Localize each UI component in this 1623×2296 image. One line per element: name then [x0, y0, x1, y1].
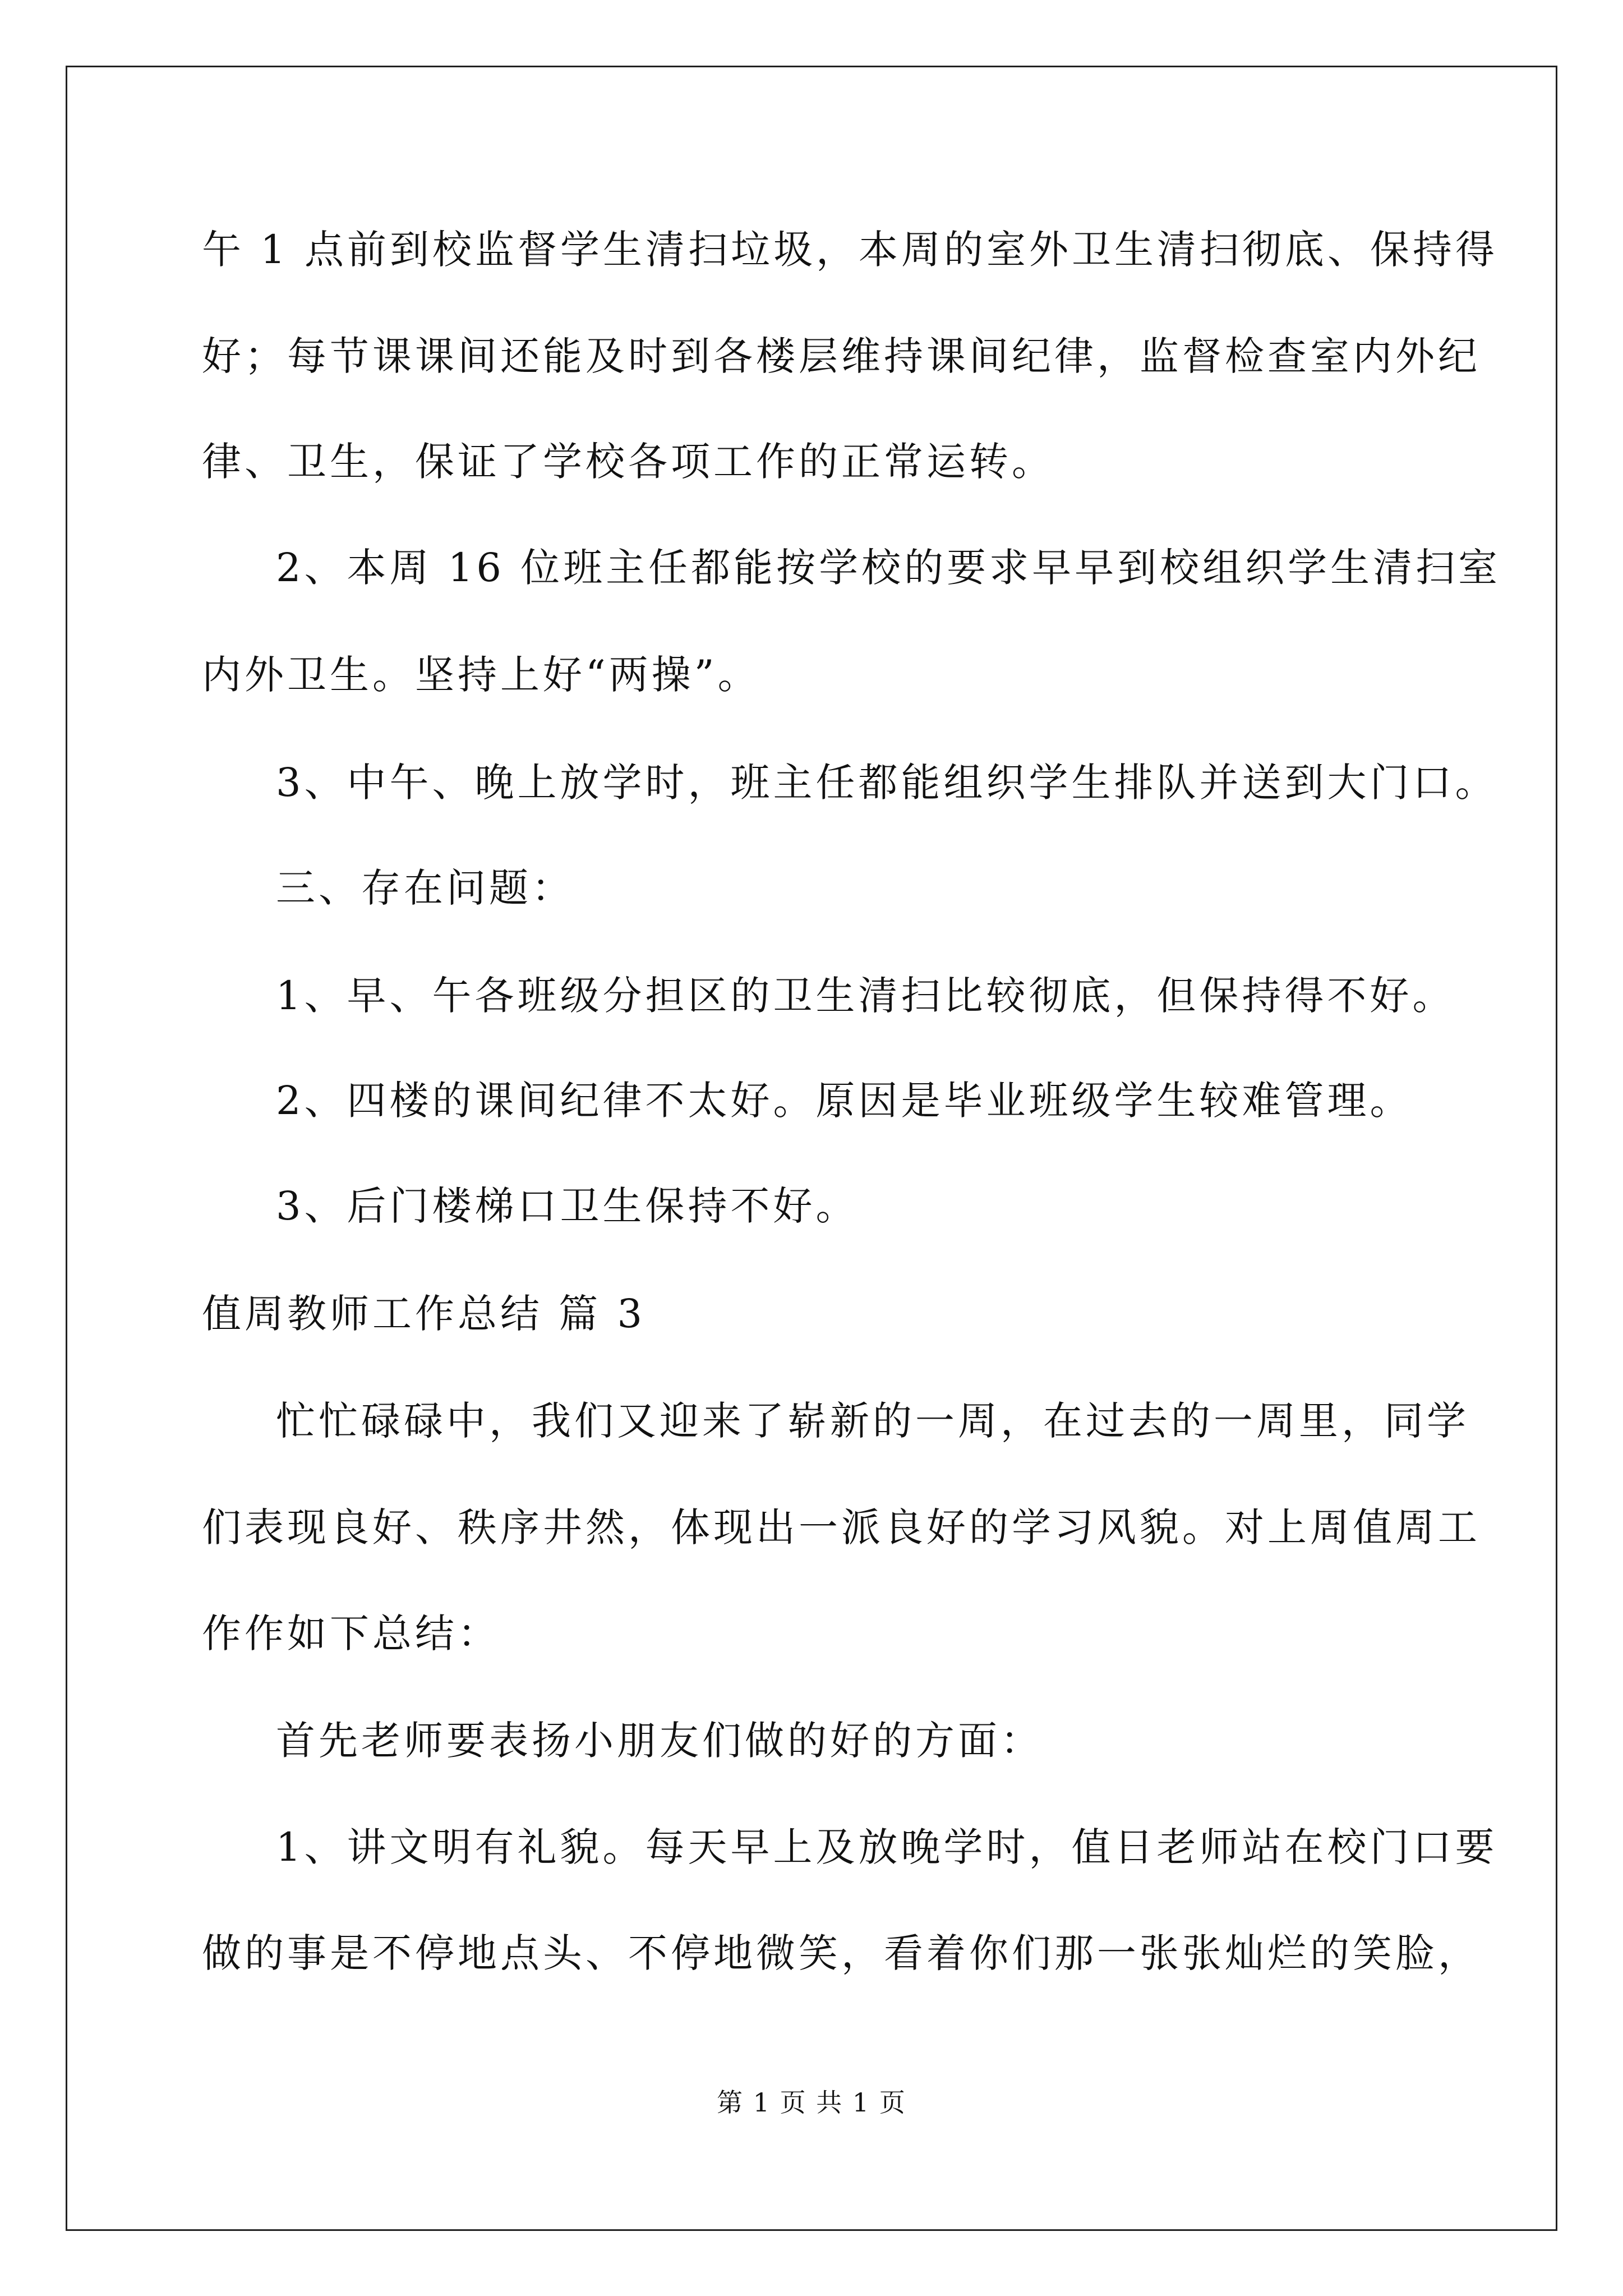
page-footer: 第 1 页 共 1 页 [717, 2087, 906, 2118]
text-line: 3、后门楼梯口卫生保持不好。 [276, 1183, 859, 1229]
text-line: 午 1 点前到校监督学生清扫垃圾，本周的室外卫生清扫彻底、保持得 [202, 227, 1498, 273]
text-line: 作作如下总结： [202, 1611, 500, 1657]
text-line: 1、早、午各班级分担区的卫生清扫比较彻底，但保持得不好。 [276, 973, 1455, 1019]
text-line: 律、卫生，保证了学校各项工作的正常运转。 [202, 439, 1054, 485]
text-line: 首先老师要表扬小朋友们做的好的方面： [276, 1718, 1043, 1764]
text-line: 忙忙碌碌中，我们又迎来了崭新的一周，在过去的一周里，同学 [276, 1398, 1469, 1444]
text-line: 内外卫生。坚持上好“两操”。 [202, 652, 760, 698]
text-line: 2、四楼的课间纪律不太好。原因是毕业班级学生较难管理。 [276, 1078, 1413, 1124]
text-line: 3、中午、晚上放学时，班主任都能组织学生排队并送到大门口。 [276, 760, 1498, 806]
text-line: 们表现良好、秩序井然，体现出一派良好的学习风貌。对上周值周工 [202, 1504, 1481, 1550]
section-heading: 三、存在问题： [276, 865, 574, 911]
text-line: 好；每节课课间还能及时到各楼层维持课间纪律，监督检查室内外纪 [202, 333, 1481, 379]
article-title: 值周教师工作总结 篇 3 [202, 1291, 646, 1337]
text-line: 1、讲文明有礼貌。每天早上及放晚学时，值日老师站在校门口要 [276, 1824, 1498, 1870]
page-border [66, 66, 1557, 2231]
text-line: 做的事是不停地点头、不停地微笑，看着你们那一张张灿烂的笑脸， [202, 1930, 1481, 1976]
text-line: 2、本周 16 位班主任都能按学校的要求早早到校组织学生清扫室 [276, 545, 1501, 591]
